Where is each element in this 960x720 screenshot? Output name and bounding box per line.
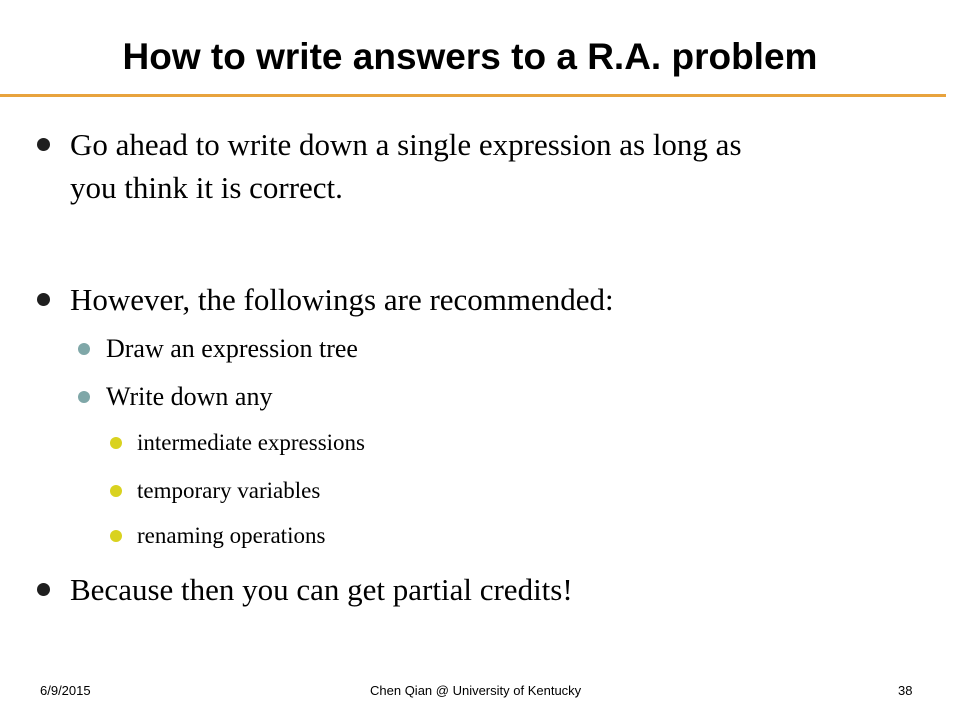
sub-sub-bullet-text: renaming operations (137, 523, 326, 548)
bullet-icon (37, 138, 50, 151)
sub-bullet-text: Draw an expression tree (106, 334, 358, 363)
sub-sub-bullet-icon (110, 530, 122, 542)
bullet-text: However, the followings are recommended: (70, 282, 614, 317)
bullet-icon (37, 583, 50, 596)
footer-author: Chen Qian @ University of Kentucky (370, 683, 582, 698)
bullet-text: Because then you can get partial credits! (70, 572, 573, 607)
sub-bullet-icon (78, 391, 90, 403)
sub-sub-bullet-icon (110, 485, 122, 497)
slide-title: How to write answers to a R.A. problem (122, 36, 818, 77)
footer-date: 6/9/2015 (40, 683, 91, 698)
footer-page-number: 38 (898, 683, 913, 698)
sub-sub-bullet-text: intermediate expressions (137, 430, 366, 455)
sub-bullet-text: Write down any (106, 382, 273, 411)
sub-bullet-icon (78, 343, 90, 355)
bullet-text-continued: you think it is correct. (70, 170, 343, 205)
sub-sub-bullet-icon (110, 437, 122, 449)
sub-sub-bullet-text: temporary variables (137, 478, 321, 503)
bullet-text: Go ahead to write down a single expression as long as (70, 127, 742, 162)
bullet-icon (37, 293, 50, 306)
title-divider (0, 94, 946, 97)
